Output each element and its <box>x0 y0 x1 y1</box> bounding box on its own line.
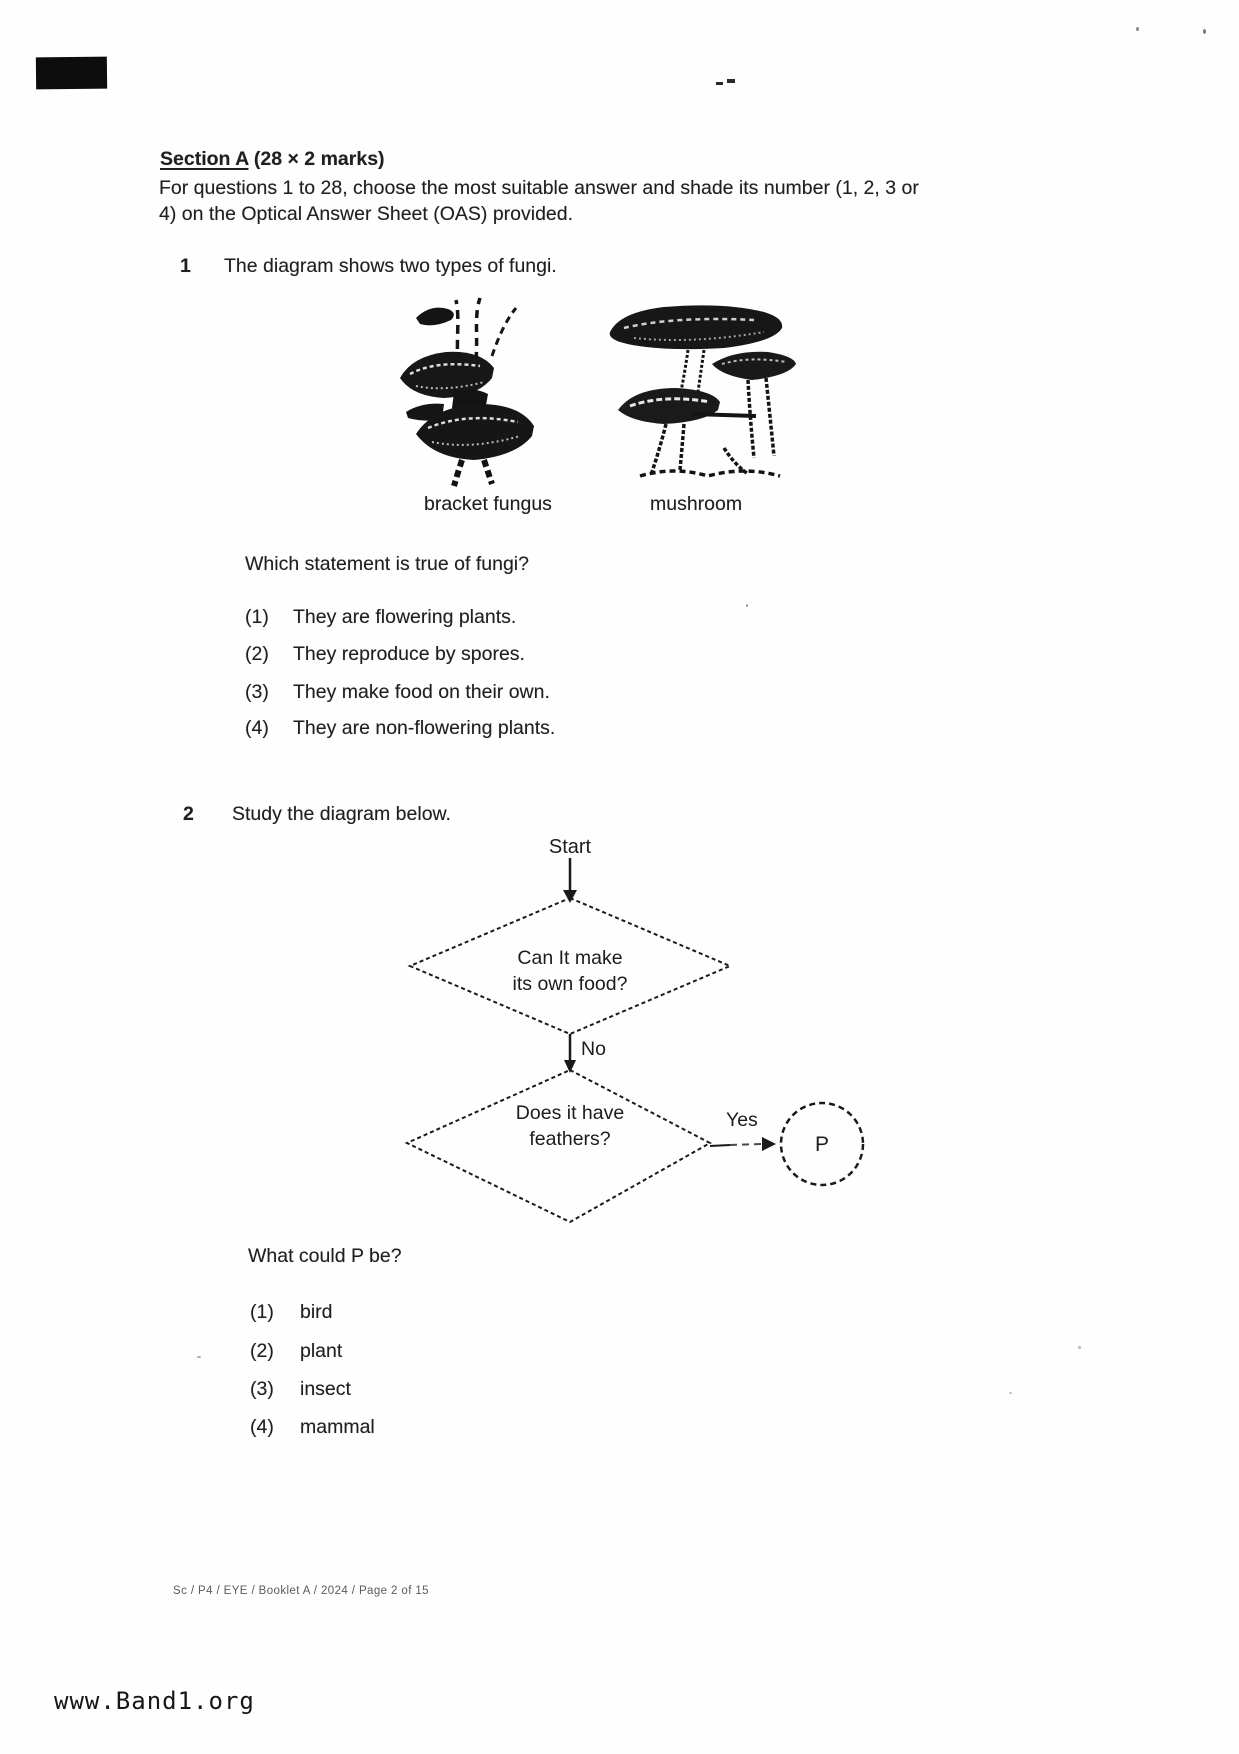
scan-speck <box>1078 1346 1081 1349</box>
option-text: They are non-flowering plants. <box>293 717 556 739</box>
section-marks: (28 × 2 marks) <box>248 148 385 170</box>
question-2-stem: Study the diagram below. <box>232 803 451 825</box>
scan-mark-dash <box>727 79 735 83</box>
section-title: Section A <box>160 148 249 170</box>
result-label: P <box>814 1133 830 1156</box>
option-text: They reproduce by spores. <box>293 643 525 665</box>
option-row <box>250 1378 351 1401</box>
question-2-number: 2 <box>183 803 194 825</box>
option-number: (2) <box>245 643 269 665</box>
option-text: mammal <box>300 1416 375 1438</box>
option-text: insect <box>300 1378 351 1400</box>
flowchart-start-label: Start <box>548 836 592 858</box>
arrow-down-icon <box>564 1034 576 1073</box>
option-text: bird <box>300 1301 333 1323</box>
scan-speck <box>197 1356 201 1358</box>
question-1-number: 1 <box>180 255 191 277</box>
flowchart-diagram <box>398 830 870 1232</box>
decision-2-line-1: Does it have <box>515 1102 625 1124</box>
scan-speck <box>1203 29 1206 34</box>
figure-label-bracket-fungus: bracket fungus <box>424 493 552 515</box>
option-number: (3) <box>250 1378 274 1400</box>
option-number: (4) <box>245 717 269 739</box>
instruction-line-2: 4) on the Optical Answer Sheet (OAS) provided. <box>159 203 574 225</box>
page-footer: Sc / P4 / EYE / Booklet A / 2024 / Page 2 of 15 <box>173 1585 429 1597</box>
option-row <box>245 717 555 740</box>
arrow-right-icon <box>710 1137 776 1151</box>
option-text: They are flowering plants. <box>293 606 517 628</box>
option-number: (4) <box>250 1416 274 1438</box>
option-row <box>250 1416 375 1439</box>
flowchart-yes-label: Yes <box>726 1109 758 1131</box>
decision-2-line-2: feathers? <box>529 1128 611 1150</box>
decision-diamond-2 <box>407 1070 710 1222</box>
arrow-down-icon <box>563 858 577 903</box>
scan-speck <box>746 604 748 607</box>
figure-label-mushroom: mushroom <box>650 493 743 515</box>
scan-speck <box>1009 1392 1012 1394</box>
scan-mark-dash <box>716 82 723 85</box>
result-circle <box>781 1103 863 1185</box>
question-1-stem: The diagram shows two types of fungi. <box>224 255 557 277</box>
option-number: (3) <box>245 681 269 703</box>
option-number: (1) <box>250 1301 274 1323</box>
option-text: They make food on their own. <box>293 681 550 703</box>
bracket-fungus-illustration <box>396 294 554 490</box>
option-number: (2) <box>250 1340 274 1362</box>
redaction-block <box>36 57 107 90</box>
option-row <box>250 1301 333 1324</box>
section-header <box>160 146 385 172</box>
question-1-text: Which statement is true of fungi? <box>245 553 529 575</box>
option-row <box>250 1340 342 1363</box>
mushroom-illustration <box>604 298 800 486</box>
decision-diamond-1 <box>410 898 730 1034</box>
decision-1-line-1: Can It make <box>517 947 623 969</box>
instruction-line-1: For questions 1 to 28, choose the most suitable answer and shade its number (1, 2, 3 or <box>159 177 919 199</box>
question-2-text: What could P be? <box>248 1245 402 1267</box>
watermark-text: www.Band1.org <box>54 1687 255 1715</box>
option-row <box>245 681 550 704</box>
scan-speck <box>1136 27 1139 31</box>
flowchart-no-label: No <box>581 1038 606 1060</box>
option-number: (1) <box>245 606 269 628</box>
decision-1-line-2: its own food? <box>512 973 628 995</box>
option-row <box>245 606 516 629</box>
option-text: plant <box>300 1340 343 1362</box>
option-row <box>245 643 525 666</box>
